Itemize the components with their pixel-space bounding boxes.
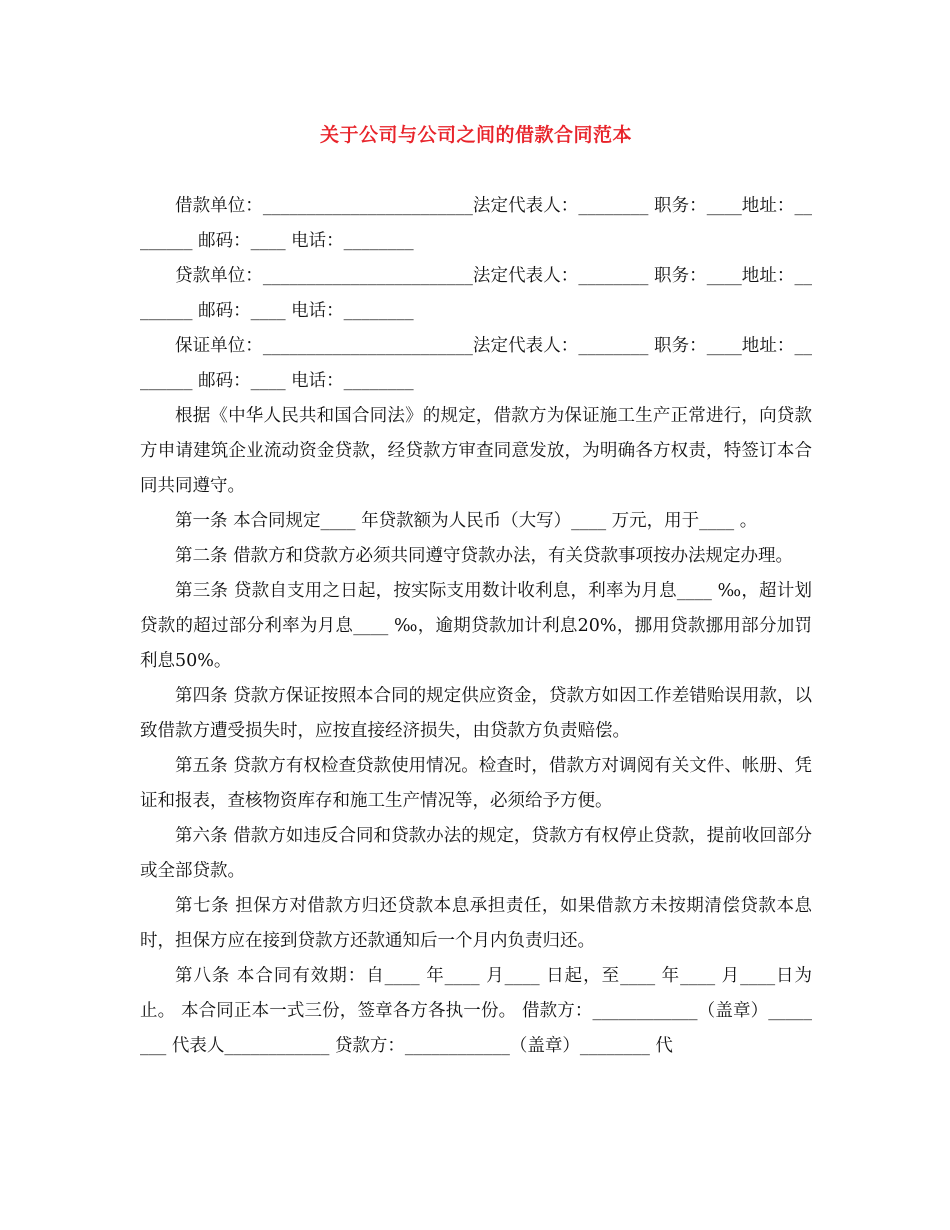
guarantor-info-paragraph: 保证单位：________________________法定代表人：________ 职务：____地址：________ 邮码：____ 电话：________: [140, 336, 812, 391]
article-7-paragraph: 第七条 担保方对借款方归还贷款本息承担责任，如果借款方未按期清偿贷款本息时，担保方应在接到贷款方还款通知后一个月内负责归还。: [140, 896, 812, 951]
article-8-paragraph: 第八条 本合同有效期：自____ 年____ 月____ 日起，至____ 年____ 月____日为止。 本合同正本一式三份，签章各方各执一份。 借款方：____________（盖章）________ 代表人____________ 贷款方：____________（盖章）________ 代: [140, 966, 812, 1056]
lender-info-paragraph: 贷款单位：________________________法定代表人：________ 职务：____地址：________ 邮码：____ 电话：________: [140, 266, 812, 321]
document-body: [140, 189, 812, 1064]
article-5-paragraph: 第五条 贷款方有权检查贷款使用情况。检查时，借款方对调阅有关文件、帐册、凭证和报表，查核物资库存和施工生产情况等，必须给予方便。: [140, 756, 812, 811]
article-2-paragraph: 第二条 借款方和贷款方必须共同遵守贷款办法，有关贷款事项按办法规定办理。: [175, 546, 794, 566]
article-4-paragraph: 第四条 贷款方保证按照本合同的规定供应资金，贷款方如因工作差错贻误用款，以致借款方遭受损失时，应按直接经济损失，由贷款方负责赔偿。: [140, 686, 812, 741]
preamble-paragraph: 根据《中华人民共和国合同法》的规定，借款方为保证施工生产正常进行，向贷款方申请建筑企业流动资金贷款，经贷款方审查同意发放，为明确各方权责，特签订本合同共同遵守。: [140, 406, 812, 496]
article-6-paragraph: 第六条 借款方如违反合同和贷款办法的规定，贷款方有权停止贷款，提前收回部分或全部贷款。: [140, 826, 812, 881]
borrower-info-paragraph: 借款单位：________________________法定代表人：________ 职务：____地址：________ 邮码：____ 电话：________: [140, 196, 812, 251]
article-3-paragraph: 第三条 贷款自支用之日起，按实际支用数计收利息，利率为月息____ ‰，超计划贷款的超过部分利率为月息____ ‰，逾期贷款加计利息20%，挪用贷款挪用部分加罚利息50%。: [140, 581, 812, 671]
document-title: 关于公司与公司之间的借款合同范本: [319, 124, 632, 146]
article-1-paragraph: 第一条 本合同规定____ 年贷款额为人民币（大写）____ 万元，用于____ 。: [175, 511, 758, 531]
